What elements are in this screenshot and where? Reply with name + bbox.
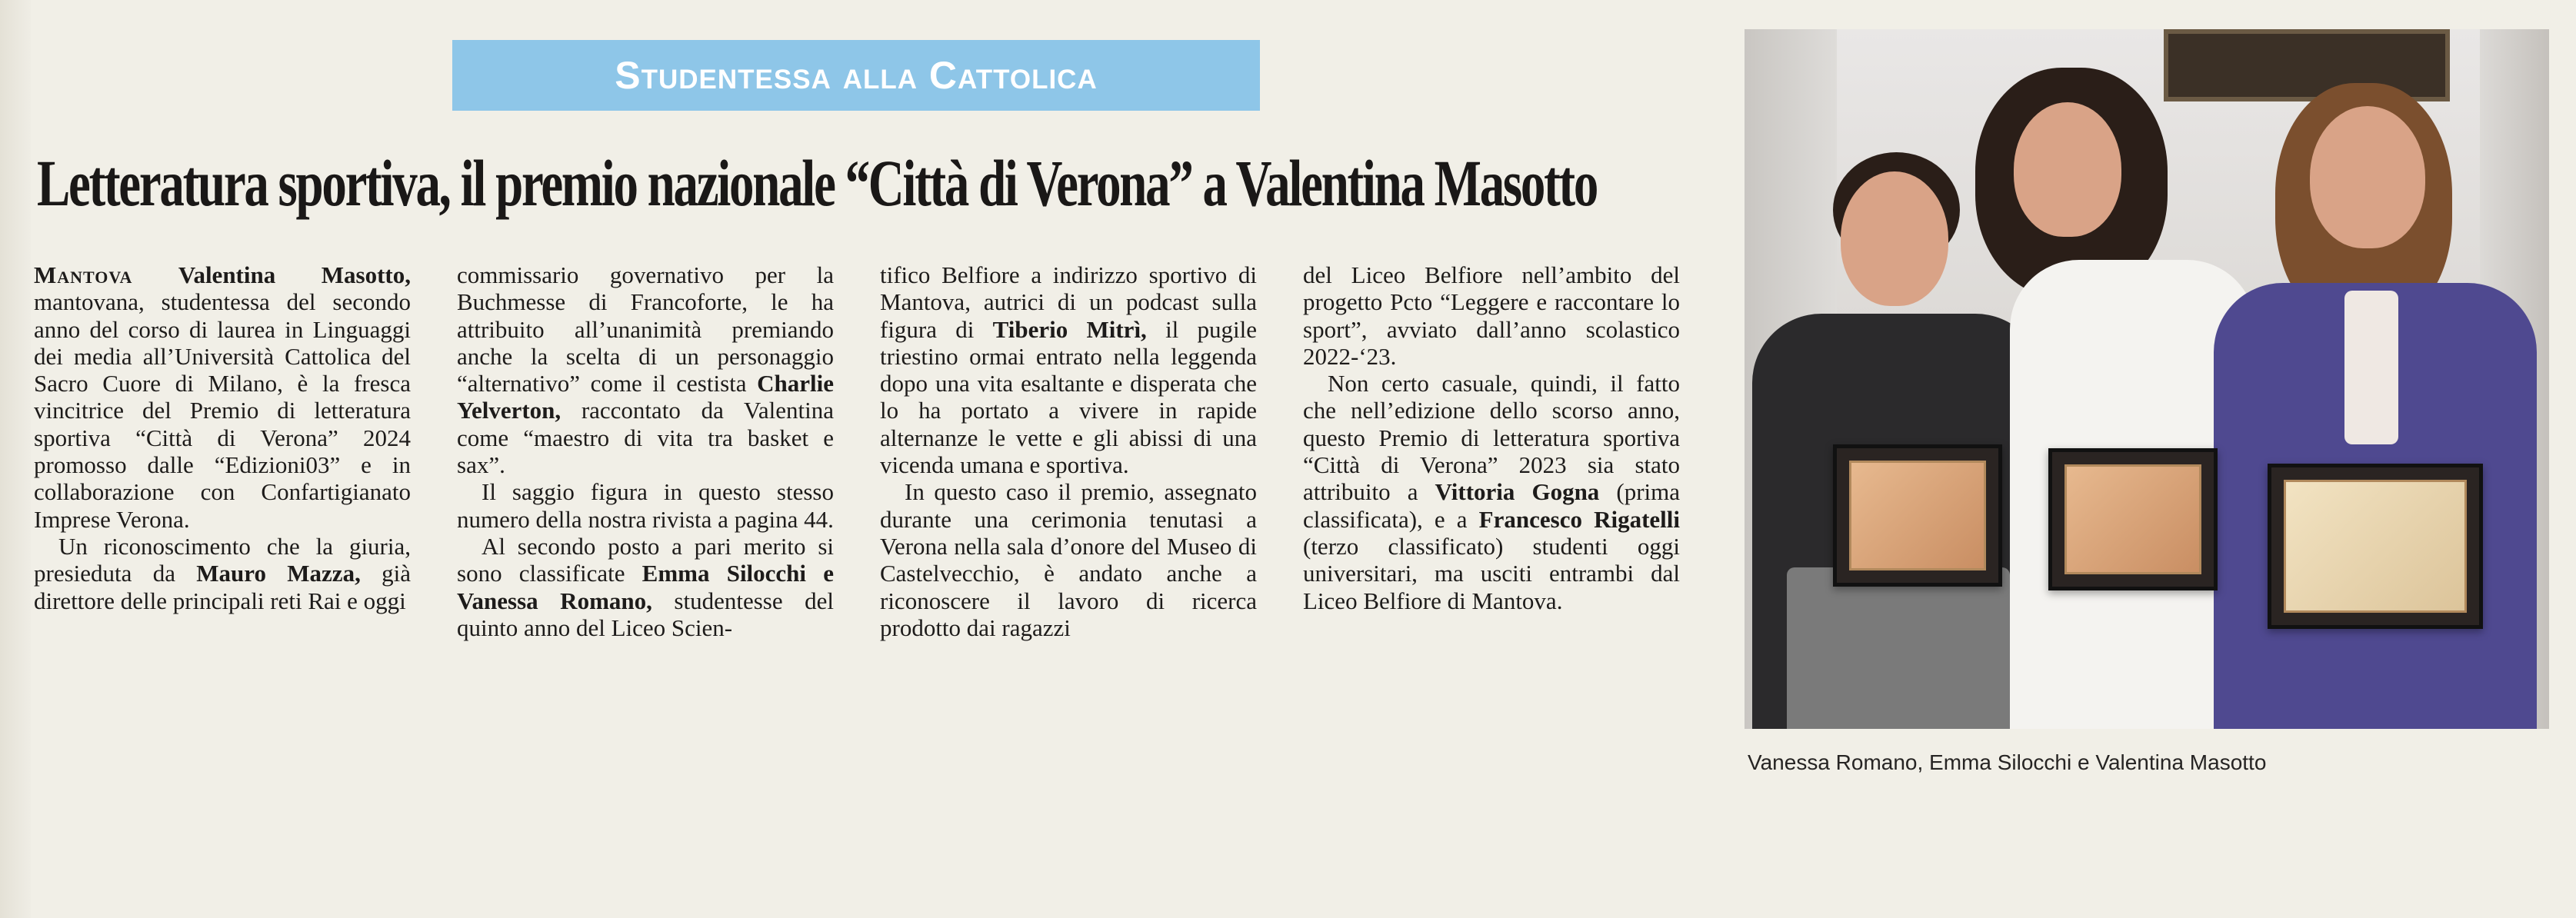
paragraph-2: Il saggio figura in questo stesso numero della nostra rivista a pagina 44.	[457, 478, 834, 533]
paragraph-text: già direttore delle principali reti Rai e oggi	[34, 560, 412, 614]
paragraph-text: Al secondo posto a pari merito si sono classificate	[457, 532, 834, 587]
paragraph-1	[34, 261, 411, 533]
wall-painting	[2164, 29, 2450, 101]
paragraph-text: tifico Belfiore a indirizzo sportivo di Mantova, autrici di un podcast sulla figura di	[880, 261, 1257, 343]
bold-name: Francesco Rigatelli	[1478, 505, 1680, 533]
photo-caption: Vanessa Romano, Emma Silocchi e Valentina Masotto	[1748, 750, 2267, 774]
paragraph-text: Non certo casuale, quindi, il fatto che nell’edizione dello scorso anno, questo Premio di letteratura sportiva “Città di Verona” 2023 sia stato attribuito a	[1303, 370, 1680, 506]
article-column-4	[1303, 261, 1680, 614]
headline: Letteratura sportiva, il premio nazionale “Città di Verona” a Valentina Masotto	[37, 146, 1598, 220]
paragraph-1	[880, 261, 1257, 478]
adjacent-column-bleed	[0, 0, 31, 918]
dateline: Mantova	[34, 261, 133, 288]
paragraph-text: Un riconoscimento che la giuria, presieduta da	[34, 532, 411, 587]
paragraph-1	[457, 261, 834, 478]
paragraph-2: In questo caso il premio, assegnato durante una cerimonia tenutasi a Verona nella sala d’onore del Museo di Castelvecchio, è andato anche a riconoscere il lavoro di ricerca prodotto dai ragazzi	[880, 478, 1257, 641]
bold-name: Mauro Mazza,	[196, 560, 361, 587]
paragraph-text: commissario governativo per la Buchmesse di Francoforte, le ha attribuito all’unanimità premiando anche la scelta di un personaggio “alternativo” come il cestista	[457, 261, 834, 397]
paragraph-text: raccontato da Valentina come “maestro di vita tra basket e sax”.	[457, 397, 835, 479]
section-kicker: Studentessa alla Cattolica	[452, 40, 1260, 111]
paragraph-2	[1303, 370, 1680, 614]
award-plaque-left	[1833, 444, 2002, 587]
article-column-2	[457, 261, 834, 641]
paragraph-text: (prima classificata), e a	[1303, 478, 1681, 533]
paragraph-2	[34, 533, 411, 614]
paragraph-text: mantovana, studentessa del secondo anno del corso di laurea in Linguaggi dei media all’Università Cattolica del Sacro Cuore di Milano, è la fresca vincitrice del Premio di letteratura sportiva “Città di Verona” 2024 promosso dalle “Edizioni03” e in collaborazione con Confartigianato Imprese Verona.	[34, 288, 411, 533]
bold-name: Emma Silocchi e Vanessa Romano,	[457, 560, 834, 614]
award-plaque-right	[2268, 464, 2483, 629]
bold-name: Charlie Yelverton,	[457, 370, 835, 424]
paragraph-3	[457, 533, 834, 641]
bold-name: Vittoria Gogna	[1435, 478, 1600, 506]
article-column-3	[880, 261, 1257, 641]
bold-name: Tiberio Mitrì,	[992, 315, 1147, 343]
article-column-1	[34, 261, 411, 614]
bold-name: Valentina Masotto,	[178, 261, 411, 288]
paragraph-text: studentesse del quinto anno del Liceo Scien-	[457, 587, 834, 641]
paragraph-text: il pugile triestino ormai entrato nella leggenda dopo una vita esaltante e disperata che lo ha portato a vivere in rapide alternanze le vette e gli abissi di una vicenda umana e sportiva.	[880, 315, 1258, 479]
paragraph-text: (terzo classificato) studenti oggi universitari, ma usciti entrambi dal Liceo Belfiore di Mantova.	[1303, 532, 1680, 614]
paragraph-1: del Liceo Belfiore nell’ambito del progetto Pcto “Leggere e raccontare lo sport”, avviato dall’anno scolastico 2022-‘23.	[1303, 261, 1680, 370]
award-photo	[1745, 29, 2549, 729]
award-plaque-middle	[2048, 448, 2218, 590]
